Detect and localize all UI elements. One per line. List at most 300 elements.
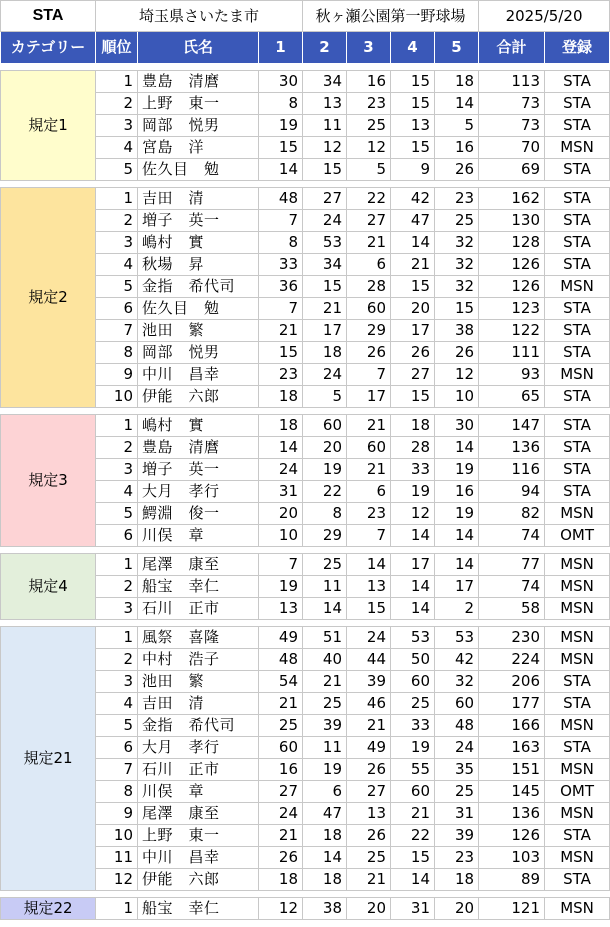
score-cell-round-5: 25	[435, 781, 479, 803]
score-cell-round-4: 15	[391, 93, 435, 115]
group-spacer	[1, 547, 610, 554]
registration-cell: MSN	[545, 803, 610, 825]
score-cell-round-4: 19	[391, 481, 435, 503]
player-name-cell: 伊能 六郎	[138, 869, 259, 891]
player-name-cell: 金指 希代司	[138, 715, 259, 737]
category-cell: 規定3	[1, 415, 96, 547]
col-header-registration: 登録	[545, 32, 610, 64]
group-spacer-cell	[1, 64, 610, 71]
score-cell-round-1: 10	[259, 525, 303, 547]
score-cell-round-1: 36	[259, 276, 303, 298]
score-cell-round-3: 21	[347, 415, 391, 437]
score-cell-round-4: 14	[391, 232, 435, 254]
registration-cell: STA	[545, 210, 610, 232]
score-cell-round-5: 5	[435, 115, 479, 137]
category-cell: 規定1	[1, 71, 96, 181]
player-name-cell: 池田 繁	[138, 671, 259, 693]
total-cell: 116	[479, 459, 545, 481]
score-cell-round-2: 18	[303, 825, 347, 847]
score-cell-round-2: 12	[303, 137, 347, 159]
score-cell-round-4: 26	[391, 342, 435, 364]
score-cell-round-4: 12	[391, 503, 435, 525]
player-name-cell: 岡部 悦男	[138, 115, 259, 137]
total-cell: 136	[479, 437, 545, 459]
score-cell-round-3: 25	[347, 847, 391, 869]
registration-cell: STA	[545, 232, 610, 254]
total-cell: 126	[479, 276, 545, 298]
score-cell-round-2: 24	[303, 364, 347, 386]
player-name-cell: 宮島 洋	[138, 137, 259, 159]
player-name-cell: 嶋村 實	[138, 232, 259, 254]
registration-cell: STA	[545, 825, 610, 847]
registration-cell: MSN	[545, 554, 610, 576]
registration-cell: MSN	[545, 898, 610, 920]
rank-cell: 11	[96, 847, 138, 869]
rank-cell: 3	[96, 598, 138, 620]
player-name-cell: 佐久目 勉	[138, 159, 259, 181]
score-cell-round-3: 21	[347, 869, 391, 891]
score-cell-round-5: 32	[435, 254, 479, 276]
player-name-cell: 尾澤 康至	[138, 803, 259, 825]
group-spacer-cell	[1, 408, 610, 415]
player-name-cell: 鰐淵 俊一	[138, 503, 259, 525]
score-cell-round-2: 29	[303, 525, 347, 547]
player-name-cell: 豊島 清麿	[138, 71, 259, 93]
score-cell-round-1: 18	[259, 869, 303, 891]
score-cell-round-2: 11	[303, 737, 347, 759]
player-name-cell: 岡部 悦男	[138, 342, 259, 364]
rank-cell: 1	[96, 188, 138, 210]
score-cell-round-2: 34	[303, 254, 347, 276]
score-cell-round-3: 29	[347, 320, 391, 342]
score-cell-round-3: 20	[347, 898, 391, 920]
player-name-cell: 中川 昌幸	[138, 364, 259, 386]
total-cell: 130	[479, 210, 545, 232]
registration-cell: MSN	[545, 598, 610, 620]
score-cell-round-1: 20	[259, 503, 303, 525]
player-name-cell: 石川 正市	[138, 759, 259, 781]
score-cell-round-1: 8	[259, 232, 303, 254]
registration-cell: MSN	[545, 276, 610, 298]
score-cell-round-5: 32	[435, 232, 479, 254]
score-cell-round-2: 21	[303, 671, 347, 693]
registration-cell: MSN	[545, 137, 610, 159]
total-cell: 74	[479, 576, 545, 598]
score-cell-round-1: 23	[259, 364, 303, 386]
registration-cell: STA	[545, 869, 610, 891]
registration-cell: STA	[545, 459, 610, 481]
date-label: 2025/5/20	[479, 1, 610, 32]
score-cell-round-5: 18	[435, 869, 479, 891]
score-cell-round-1: 8	[259, 93, 303, 115]
score-cell-round-2: 19	[303, 459, 347, 481]
player-name-cell: 増子 英一	[138, 459, 259, 481]
total-cell: 136	[479, 803, 545, 825]
score-cell-round-3: 44	[347, 649, 391, 671]
rank-cell: 1	[96, 71, 138, 93]
score-cell-round-4: 15	[391, 276, 435, 298]
registration-cell: STA	[545, 320, 610, 342]
total-cell: 58	[479, 598, 545, 620]
group-spacer	[1, 408, 610, 415]
rank-cell: 5	[96, 503, 138, 525]
score-cell-round-2: 25	[303, 693, 347, 715]
score-cell-round-2: 14	[303, 847, 347, 869]
total-cell: 224	[479, 649, 545, 671]
player-name-cell: 伊能 六郎	[138, 386, 259, 408]
score-cell-round-4: 42	[391, 188, 435, 210]
score-cell-round-5: 16	[435, 137, 479, 159]
rank-cell: 6	[96, 298, 138, 320]
score-cell-round-4: 25	[391, 693, 435, 715]
score-cell-round-5: 12	[435, 364, 479, 386]
player-name-cell: 豊島 清麿	[138, 437, 259, 459]
score-cell-round-4: 47	[391, 210, 435, 232]
group-spacer-cell	[1, 891, 610, 898]
score-cell-round-4: 33	[391, 459, 435, 481]
score-cell-round-1: 31	[259, 481, 303, 503]
category-cell: 規定2	[1, 188, 96, 408]
rank-cell: 8	[96, 781, 138, 803]
total-cell: 69	[479, 159, 545, 181]
score-cell-round-1: 15	[259, 342, 303, 364]
group-spacer-cell	[1, 620, 610, 627]
score-cell-round-4: 22	[391, 825, 435, 847]
score-cell-round-4: 14	[391, 869, 435, 891]
score-cell-round-1: 60	[259, 737, 303, 759]
score-cell-round-3: 14	[347, 554, 391, 576]
score-cell-round-3: 15	[347, 598, 391, 620]
score-cell-round-4: 15	[391, 137, 435, 159]
score-cell-round-3: 39	[347, 671, 391, 693]
total-cell: 77	[479, 554, 545, 576]
rank-cell: 5	[96, 159, 138, 181]
rank-cell: 6	[96, 737, 138, 759]
category-cell: 規定21	[1, 627, 96, 891]
score-cell-round-4: 19	[391, 737, 435, 759]
player-name-cell: 佐久目 勉	[138, 298, 259, 320]
rank-cell: 9	[96, 364, 138, 386]
score-cell-round-2: 24	[303, 210, 347, 232]
score-cell-round-4: 17	[391, 320, 435, 342]
score-cell-round-3: 13	[347, 803, 391, 825]
rank-cell: 4	[96, 137, 138, 159]
score-cell-round-3: 16	[347, 71, 391, 93]
total-cell: 73	[479, 115, 545, 137]
group-spacer-cell	[1, 181, 610, 188]
score-cell-round-1: 13	[259, 598, 303, 620]
rank-cell: 1	[96, 627, 138, 649]
score-cell-round-3: 23	[347, 503, 391, 525]
score-cell-round-3: 12	[347, 137, 391, 159]
score-cell-round-5: 14	[435, 525, 479, 547]
score-cell-round-5: 32	[435, 671, 479, 693]
registration-cell: OMT	[545, 781, 610, 803]
score-cell-round-5: 26	[435, 159, 479, 181]
score-cell-round-2: 17	[303, 320, 347, 342]
registration-cell: MSN	[545, 847, 610, 869]
total-cell: 163	[479, 737, 545, 759]
rank-cell: 3	[96, 232, 138, 254]
venue-label: 秋ヶ瀬公園第一野球場	[303, 1, 479, 32]
table-row	[1, 898, 610, 920]
score-cell-round-1: 18	[259, 415, 303, 437]
table-row	[1, 415, 610, 437]
score-cell-round-4: 14	[391, 525, 435, 547]
score-cell-round-1: 48	[259, 649, 303, 671]
score-cell-round-5: 2	[435, 598, 479, 620]
info-row	[1, 1, 610, 32]
score-cell-round-3: 27	[347, 781, 391, 803]
score-cell-round-5: 60	[435, 693, 479, 715]
score-cell-round-3: 17	[347, 386, 391, 408]
score-cell-round-5: 19	[435, 503, 479, 525]
group-spacer-cell	[1, 547, 610, 554]
registration-cell: STA	[545, 115, 610, 137]
score-cell-round-5: 25	[435, 210, 479, 232]
rank-cell: 2	[96, 93, 138, 115]
player-name-cell: 金指 希代司	[138, 276, 259, 298]
player-name-cell: 中川 昌幸	[138, 847, 259, 869]
score-cell-round-1: 19	[259, 115, 303, 137]
score-cell-round-2: 8	[303, 503, 347, 525]
score-cell-round-2: 40	[303, 649, 347, 671]
registration-cell: STA	[545, 737, 610, 759]
registration-cell: STA	[545, 298, 610, 320]
col-header-round-4: 4	[391, 32, 435, 64]
score-cell-round-2: 19	[303, 759, 347, 781]
score-cell-round-2: 60	[303, 415, 347, 437]
registration-cell: STA	[545, 693, 610, 715]
score-cell-round-5: 23	[435, 188, 479, 210]
total-cell: 89	[479, 869, 545, 891]
score-cell-round-2: 39	[303, 715, 347, 737]
column-header-row	[1, 32, 610, 64]
total-cell: 128	[479, 232, 545, 254]
score-cell-round-1: 18	[259, 386, 303, 408]
score-cell-round-5: 14	[435, 93, 479, 115]
total-cell: 65	[479, 386, 545, 408]
table-row	[1, 71, 610, 93]
score-cell-round-2: 5	[303, 386, 347, 408]
score-cell-round-3: 26	[347, 759, 391, 781]
score-cell-round-3: 23	[347, 93, 391, 115]
score-cell-round-2: 14	[303, 598, 347, 620]
score-cell-round-5: 14	[435, 554, 479, 576]
registration-cell: MSN	[545, 759, 610, 781]
score-cell-round-3: 21	[347, 459, 391, 481]
score-cell-round-2: 22	[303, 481, 347, 503]
player-name-cell: 石川 正市	[138, 598, 259, 620]
player-name-cell: 船宝 幸仁	[138, 576, 259, 598]
registration-cell: STA	[545, 254, 610, 276]
total-cell: 111	[479, 342, 545, 364]
score-cell-round-4: 13	[391, 115, 435, 137]
score-cell-round-1: 15	[259, 137, 303, 159]
score-cell-round-4: 50	[391, 649, 435, 671]
table-row	[1, 627, 610, 649]
score-cell-round-2: 18	[303, 342, 347, 364]
score-cell-round-1: 49	[259, 627, 303, 649]
player-name-cell: 川俣 章	[138, 525, 259, 547]
rank-cell: 7	[96, 320, 138, 342]
player-name-cell: 上野 東一	[138, 93, 259, 115]
score-cell-round-1: 33	[259, 254, 303, 276]
table-row	[1, 554, 610, 576]
col-header-round-1: 1	[259, 32, 303, 64]
player-name-cell: 尾澤 康至	[138, 554, 259, 576]
org-label: STA	[1, 1, 96, 32]
score-cell-round-3: 49	[347, 737, 391, 759]
score-cell-round-2: 27	[303, 188, 347, 210]
col-header-rank: 順位	[96, 32, 138, 64]
player-name-cell: 池田 繁	[138, 320, 259, 342]
score-cell-round-5: 16	[435, 481, 479, 503]
score-cell-round-1: 26	[259, 847, 303, 869]
score-cell-round-1: 19	[259, 576, 303, 598]
group-spacer	[1, 620, 610, 627]
score-cell-round-5: 30	[435, 415, 479, 437]
score-cell-round-4: 28	[391, 437, 435, 459]
registration-cell: STA	[545, 437, 610, 459]
player-name-cell: 川俣 章	[138, 781, 259, 803]
score-cell-round-5: 19	[435, 459, 479, 481]
col-header-total: 合計	[479, 32, 545, 64]
player-name-cell: 中村 浩子	[138, 649, 259, 671]
score-cell-round-4: 15	[391, 71, 435, 93]
score-cell-round-2: 38	[303, 898, 347, 920]
registration-cell: STA	[545, 671, 610, 693]
score-cell-round-5: 10	[435, 386, 479, 408]
score-cell-round-3: 60	[347, 437, 391, 459]
registration-cell: MSN	[545, 503, 610, 525]
score-cell-round-1: 14	[259, 159, 303, 181]
registration-cell: OMT	[545, 525, 610, 547]
rank-cell: 2	[96, 437, 138, 459]
total-cell: 162	[479, 188, 545, 210]
total-cell: 206	[479, 671, 545, 693]
col-header-round-3: 3	[347, 32, 391, 64]
score-cell-round-4: 18	[391, 415, 435, 437]
rank-cell: 5	[96, 715, 138, 737]
score-cell-round-1: 7	[259, 210, 303, 232]
registration-cell: MSN	[545, 627, 610, 649]
registration-cell: STA	[545, 386, 610, 408]
score-cell-round-4: 21	[391, 803, 435, 825]
score-cell-round-1: 30	[259, 71, 303, 93]
player-name-cell: 風祭 喜隆	[138, 627, 259, 649]
score-cell-round-5: 14	[435, 437, 479, 459]
registration-cell: MSN	[545, 576, 610, 598]
rank-cell: 6	[96, 525, 138, 547]
score-cell-round-3: 22	[347, 188, 391, 210]
score-cell-round-1: 12	[259, 898, 303, 920]
score-cell-round-5: 48	[435, 715, 479, 737]
score-cell-round-5: 31	[435, 803, 479, 825]
rank-cell: 3	[96, 115, 138, 137]
total-cell: 103	[479, 847, 545, 869]
total-cell: 230	[479, 627, 545, 649]
score-cell-round-5: 53	[435, 627, 479, 649]
rank-cell: 1	[96, 554, 138, 576]
rank-cell: 1	[96, 898, 138, 920]
score-cell-round-4: 14	[391, 598, 435, 620]
score-cell-round-4: 9	[391, 159, 435, 181]
score-cell-round-4: 53	[391, 627, 435, 649]
score-cell-round-5: 32	[435, 276, 479, 298]
player-name-cell: 大月 孝行	[138, 737, 259, 759]
rank-cell: 5	[96, 276, 138, 298]
total-cell: 70	[479, 137, 545, 159]
score-cell-round-3: 26	[347, 825, 391, 847]
score-cell-round-2: 15	[303, 276, 347, 298]
score-cell-round-2: 53	[303, 232, 347, 254]
registration-cell: STA	[545, 71, 610, 93]
total-cell: 82	[479, 503, 545, 525]
total-cell: 151	[479, 759, 545, 781]
score-cell-round-1: 16	[259, 759, 303, 781]
score-cell-round-5: 23	[435, 847, 479, 869]
score-cell-round-1: 27	[259, 781, 303, 803]
score-cell-round-5: 26	[435, 342, 479, 364]
rank-cell: 2	[96, 576, 138, 598]
total-cell: 126	[479, 825, 545, 847]
score-cell-round-4: 55	[391, 759, 435, 781]
total-cell: 121	[479, 898, 545, 920]
score-cell-round-4: 60	[391, 671, 435, 693]
registration-cell: STA	[545, 188, 610, 210]
score-cell-round-1: 24	[259, 459, 303, 481]
registration-cell: STA	[545, 93, 610, 115]
score-cell-round-1: 7	[259, 554, 303, 576]
table-row	[1, 188, 610, 210]
score-cell-round-4: 15	[391, 386, 435, 408]
score-cell-round-4: 17	[391, 554, 435, 576]
registration-cell: MSN	[545, 364, 610, 386]
group-spacer	[1, 181, 610, 188]
score-cell-round-5: 20	[435, 898, 479, 920]
player-name-cell: 上野 東一	[138, 825, 259, 847]
score-cell-round-3: 25	[347, 115, 391, 137]
score-cell-round-4: 27	[391, 364, 435, 386]
col-header-name: 氏名	[138, 32, 259, 64]
rank-cell: 8	[96, 342, 138, 364]
score-cell-round-5: 18	[435, 71, 479, 93]
score-cell-round-4: 31	[391, 898, 435, 920]
score-cell-round-5: 35	[435, 759, 479, 781]
registration-cell: MSN	[545, 649, 610, 671]
score-cell-round-3: 5	[347, 159, 391, 181]
rank-cell: 2	[96, 649, 138, 671]
city-label: 埼玉県さいたま市	[96, 1, 303, 32]
col-header-round-5: 5	[435, 32, 479, 64]
player-name-cell: 増子 英一	[138, 210, 259, 232]
score-cell-round-1: 21	[259, 693, 303, 715]
score-cell-round-4: 60	[391, 781, 435, 803]
total-cell: 123	[479, 298, 545, 320]
rank-cell: 12	[96, 869, 138, 891]
score-cell-round-4: 14	[391, 576, 435, 598]
score-cell-round-3: 60	[347, 298, 391, 320]
rank-cell: 10	[96, 386, 138, 408]
rank-cell: 9	[96, 803, 138, 825]
score-cell-round-1: 7	[259, 298, 303, 320]
score-cell-round-5: 17	[435, 576, 479, 598]
score-cell-round-2: 18	[303, 869, 347, 891]
group-spacer	[1, 891, 610, 898]
registration-cell: STA	[545, 342, 610, 364]
score-cell-round-1: 21	[259, 320, 303, 342]
